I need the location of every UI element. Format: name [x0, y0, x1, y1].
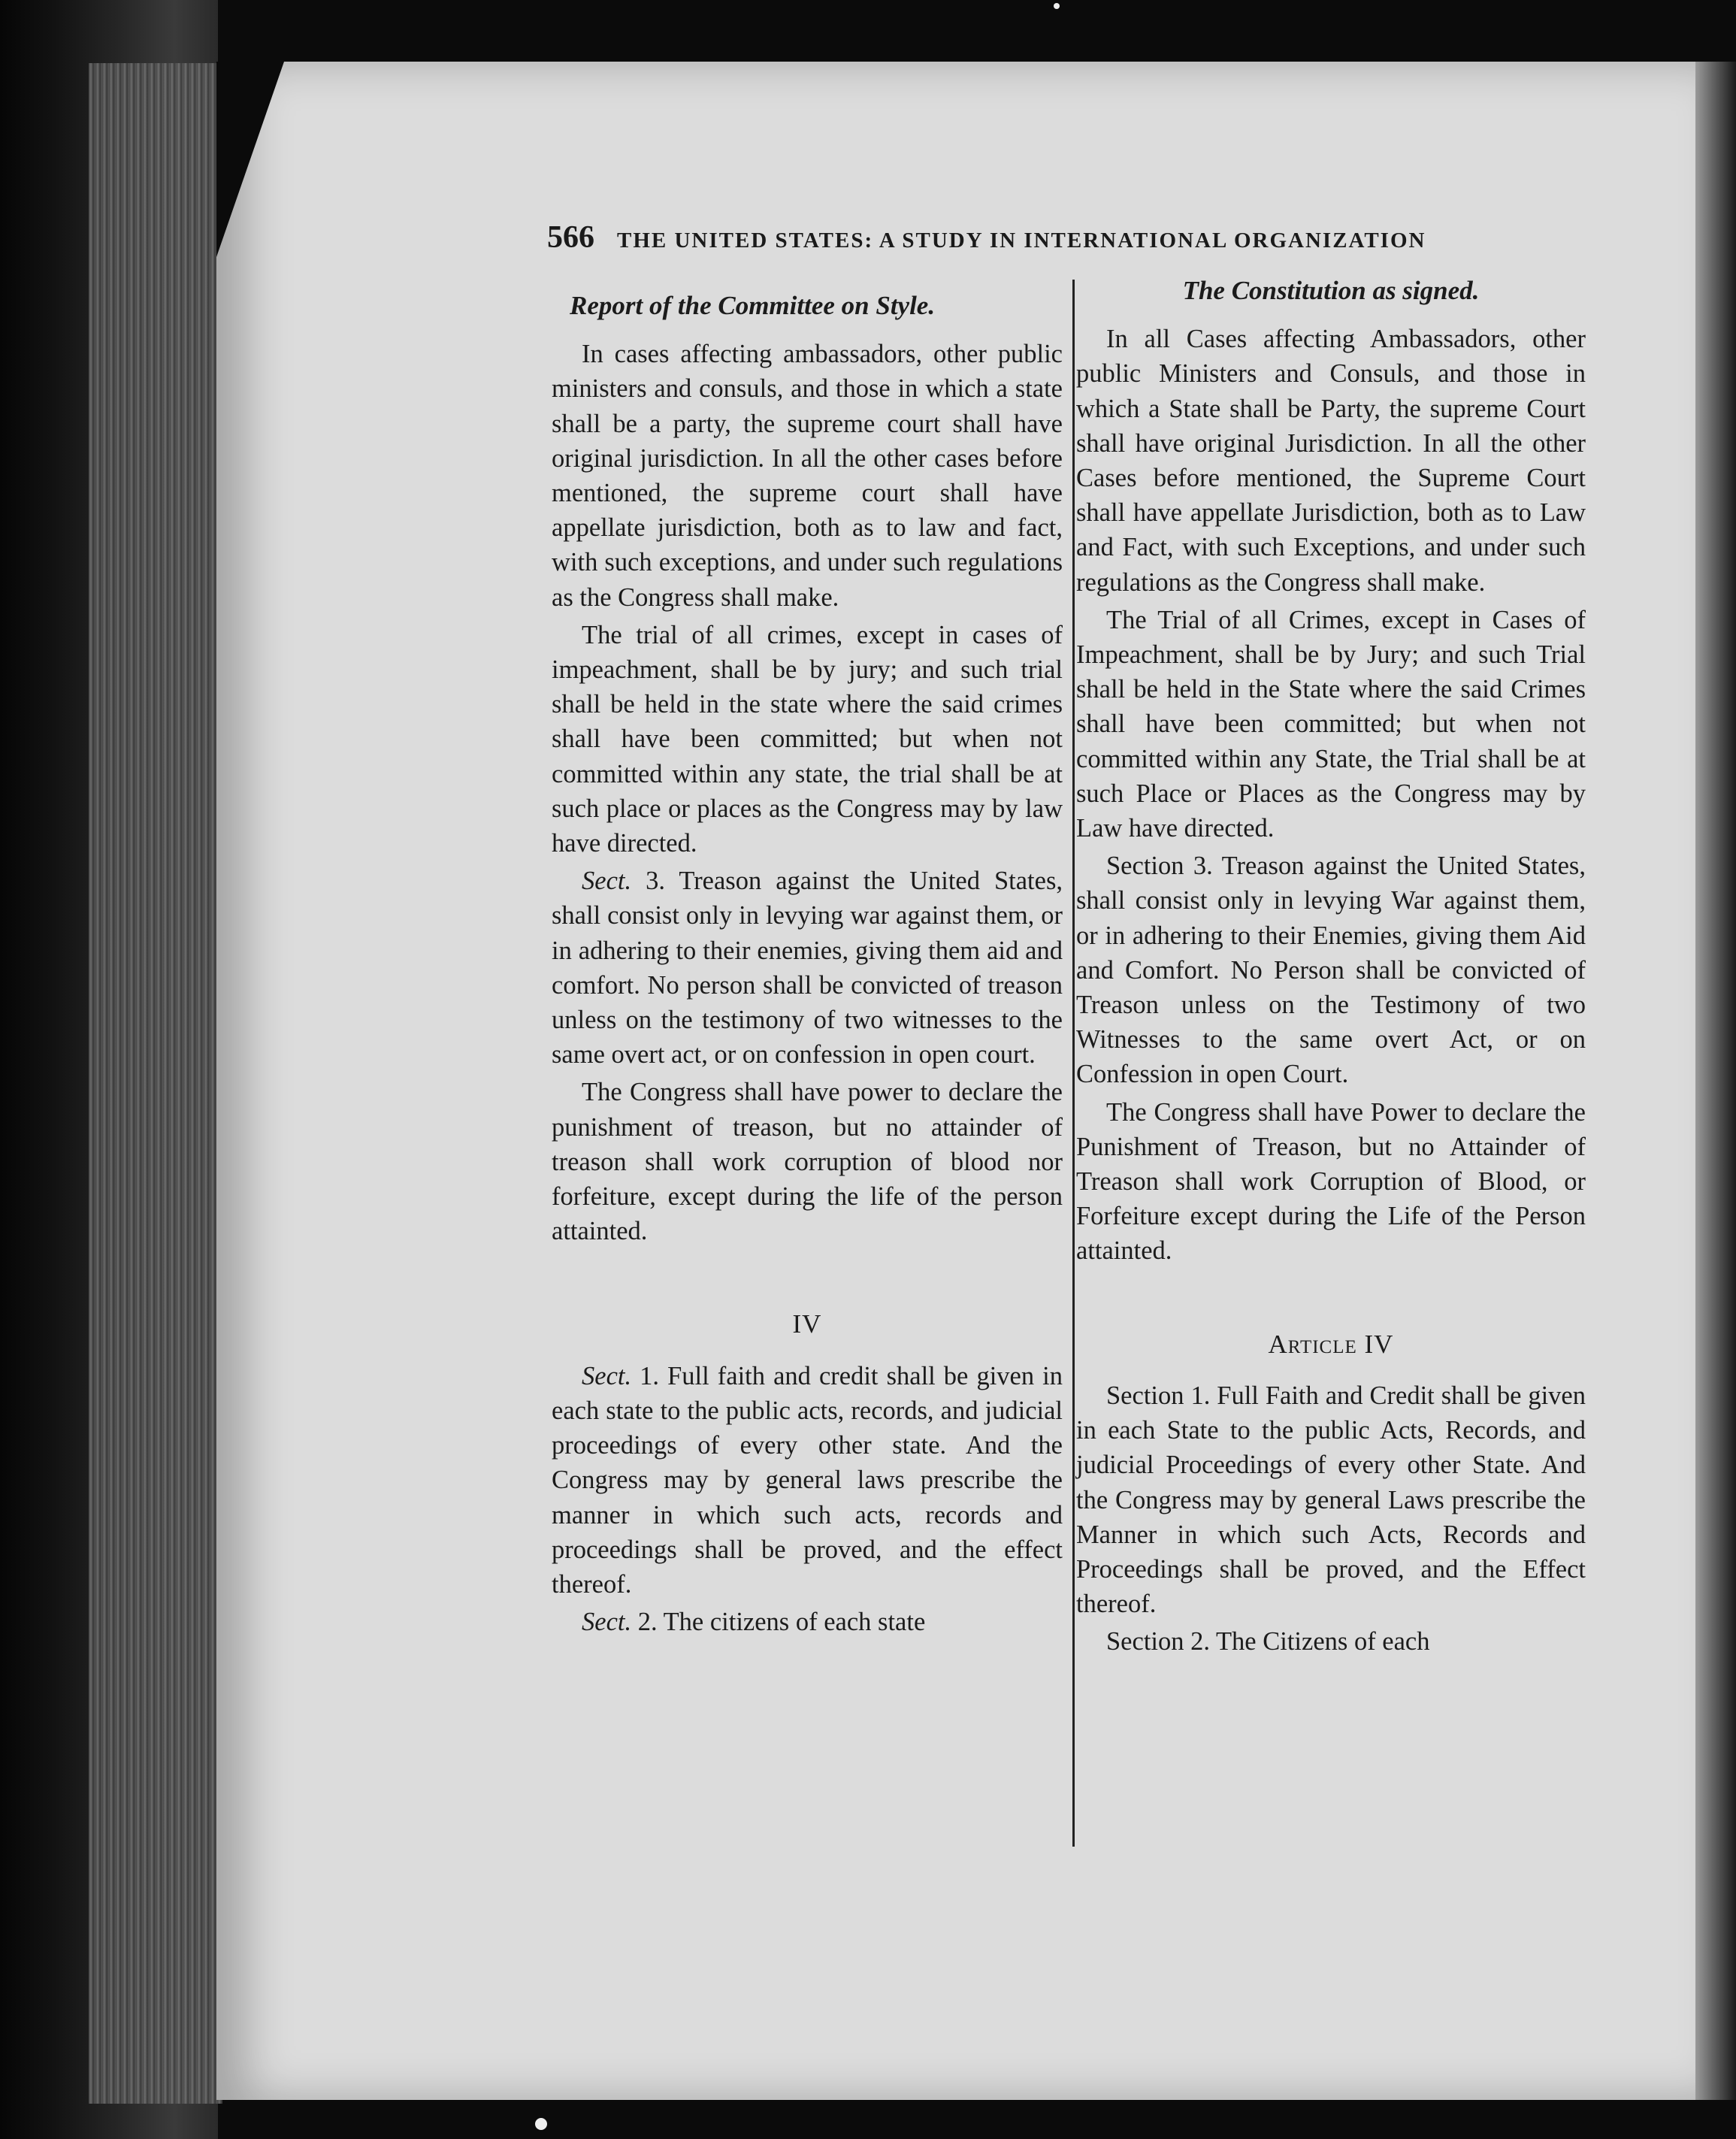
page-right-shadow [1695, 62, 1736, 2100]
running-title: THE UNITED STATES: A STUDY IN INTERNATIONAL ORGANIZATION [617, 228, 1426, 253]
left-paragraph-citizens [552, 1605, 1063, 1639]
book-page-edges [89, 63, 222, 2104]
sect-text: 2. The citizens of each state [637, 1608, 926, 1637]
right-paragraph-citizens: Section 2. The Citizens of each [1106, 1627, 1430, 1656]
right-paragraph-trial: The Trial of all Crimes, except in Cases of Impeachment, shall be by Jury; and such Trial shall be held in the State where the said Crimes shall have been committed; but when not committed within any State, the Trial shall be at such Place or Places as the Congress may by Law have directed. [1076, 605, 1586, 843]
sect-label: Sect. [582, 1608, 632, 1637]
sect-label: Sect. [582, 1361, 632, 1390]
left-paragraph-full-faith [552, 1359, 1063, 1602]
left-column-title: Report of the Committee on Style. [570, 291, 936, 320]
scan-speck [535, 2118, 547, 2130]
right-paragraph-treason: Section 3. Treason against the United States, shall consist only in levying War against them, or in adhering to their Enemies, giving them Aid and Comfort. No Person shall be convicted of Treason unless on the Testimony of two Witnesses to the same overt Act, or on Confession in open Court. [1076, 852, 1586, 1089]
right-paragraph-jurisdiction: In all Cases affecting Ambassadors, other public Ministers and Consuls, and those in which a State shall be Party, the supreme Court shall have original Jurisdiction. In all the other Cases before mentioned, the Supreme Court shall have appellate Jurisdiction, both as to Law and Fact, with such Exceptions, and under such regulations as the Congress shall make. [1076, 325, 1586, 597]
running-header [547, 219, 1479, 265]
right-paragraph-full-faith: Section 1. Full Faith and Credit shall be given in each State to the public Acts, Records, and judicial Proceedings of every other State. And the Congress may by general Laws prescribe the Manner in which such Acts, Records and Proceedings shall be proved, and the Effect thereof. [1076, 1381, 1586, 1619]
scan-speck [1054, 3, 1060, 9]
right-article-heading: Article IV [1268, 1329, 1394, 1359]
page-corner-shadow [216, 62, 284, 257]
left-article-heading: IV [792, 1309, 822, 1339]
sect-text: 1. Full faith and credit shall be given in each state to the public acts, records, and judicial proceedings of every other state. And the Congress may by general laws prescribe the manner in which such acts, records and proceedings shall be proved, and the effect thereof. [552, 1361, 1063, 1599]
right-column-title: The Constitution as signed. [1182, 276, 1480, 305]
column-divider [1072, 280, 1075, 1847]
left-paragraph-punishment: The Congress shall have power to declare the punishment of treason, but no attainder of treason shall work corruption of blood nor forfeiture, except during the life of the person attainted. [552, 1078, 1063, 1246]
left-paragraph-trial: The trial of all crimes, except in cases of impeachment, shall be by jury; and such trial shall be held in the state where the said crimes shall have been committed; but when not committed within any state, the trial shall be at such place or places as the Congress may by law have directed. [552, 620, 1063, 858]
page-number: 566 [547, 220, 594, 255]
right-column-constitution [1076, 274, 1586, 1662]
sect-label: Sect. [582, 867, 632, 896]
left-paragraph-jurisdiction: In cases affecting ambassadors, other public ministers and consuls, and those in which a state shall be a party, the supreme court shall have original jurisdiction. In all the other cases before mentioned, the supreme court shall have appellate jurisdiction, both as to law and fact, with such exceptions, and under such regulations as the Congress shall make. [552, 340, 1063, 612]
left-paragraph-treason [552, 864, 1063, 1072]
right-paragraph-punishment: The Congress shall have Power to declare the Punishment of Treason, but no Attainder of Treason shall work Corruption of Blood, or Forfeiture except during the Life of the Person attainted. [1076, 1097, 1586, 1266]
sect-text: 3. Treason against the United States, shall consist only in levying war against them, or in adhering to their enemies, giving them aid and comfort. No person shall be convicted of treason unless on the testimony of two witnesses to the same overt act, or on confession in open court. [552, 867, 1063, 1070]
left-column-committee-report [552, 289, 1063, 1642]
